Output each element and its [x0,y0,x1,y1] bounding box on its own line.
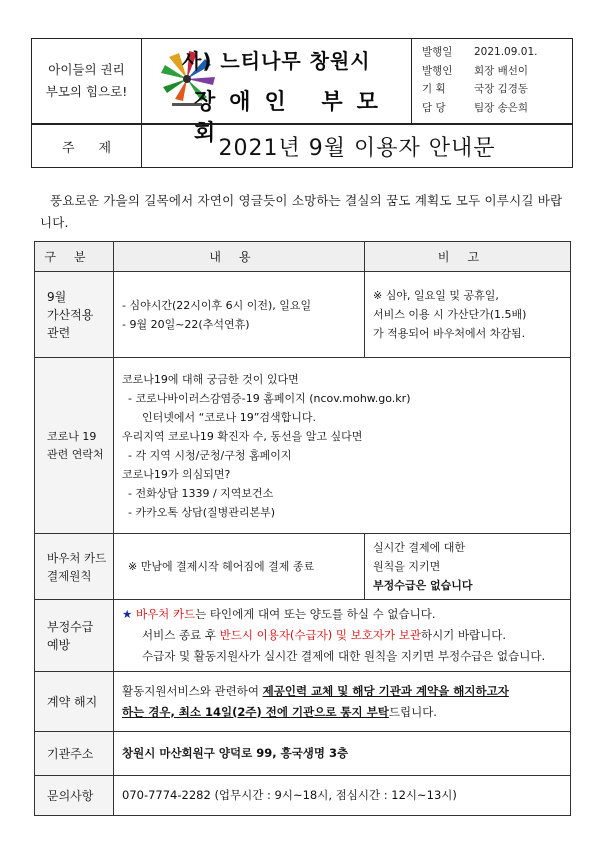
voucher-card-highlight: 바우처 카드 [135,607,196,621]
meta-key: 발행일 [422,46,453,58]
covid-line: - 코로나바이러스감염증-19 홈페이지 (ncov.mohw.go.kr) [128,391,411,405]
meta-row [422,62,572,81]
table-header-row [35,242,571,272]
star-icon: ★ [122,607,133,621]
voucher-note [365,534,571,600]
fraud-line-3: 수급자 및 활동지원사가 실시간 결제에 대한 원칙을 지키면 부정수급은 없습니다. [142,649,546,663]
contract-highlight: 하는 경우, 최소 14일(2주) 전에 기관으로 통지 부탁 [122,704,389,719]
document-title: 2021년 9월 이용자 안내문 [218,135,496,161]
surcharge-note-line: ※ 심야, 일요일 및 공휴일, [373,289,499,302]
meta-value: 회장 배선이 [474,64,529,77]
surcharge-line: - 9월 20일~22(추석연휴) [122,317,250,331]
meta-value: 국장 김경동 [474,83,529,95]
slogan-line-2: 부모의 힘으로! [45,84,128,99]
row-label-voucher: 바우처 카드 결제원칙 [35,534,114,600]
meta-key: 담 당 [422,101,446,114]
contact-value: 070-7774-2282 (업무시간 : 9시~18시, 점심시간 : 12시~13시) [114,776,571,816]
table-row-fraud [35,600,571,672]
header-content: 내용 [114,242,365,272]
meta-row [422,99,572,118]
covid-line: 인터넷에서 “코로나 19”검색합니다. [142,410,317,424]
covid-line: - 카카오톡 상담(질병관리본부) [128,505,276,519]
covid-line: 코로나19에 대해 궁금한 것이 있다면 [122,372,299,386]
covid-line: 코로나19가 의심되면? [122,467,231,481]
fraud-text: 는 타인에게 대여 또는 양도를 하실 수 없습니다. [195,607,436,621]
voucher-note-line: 부정수급은 없습니다 [373,579,473,592]
row-label-contract: 계약 해지 [35,672,114,732]
header-note: 비고 [365,242,571,272]
covid-content [114,358,571,534]
row-label-contact: 문의사항 [35,776,114,816]
table-row-covid [35,358,571,534]
contract-highlight: 제공인력 교체 및 해당 기관과 계약을 해지하고자 [262,683,509,698]
address-value: 창원시 마산회원구 양덕로 99, 흥국생명 3층 [114,732,571,776]
contract-text: 드립니다. [388,704,437,719]
table-row-address [35,732,571,776]
header-category: 구분 [35,242,114,272]
slogan [32,39,142,123]
meta-row [422,80,572,99]
meta-key: 발행인 [422,64,453,77]
covid-line: - 각 지역 시청/군청/구청 홈페이지 [128,448,292,462]
fraud-line-2 [122,625,562,646]
publication-meta [412,39,572,123]
meta-value: 2021.09.01. [474,46,538,58]
meta-key: 기 획 [422,83,446,95]
fraud-text: 서비스 종료 후 [142,628,220,642]
row-label-address: 기관주소 [35,732,114,776]
fraud-line-1 [122,604,562,625]
contract-content [114,672,571,732]
fraud-text: 하시기 바랍니다. [420,628,507,642]
org-name: 사) 느티나무 창원시 [182,49,371,73]
voucher-note-line: 실시간 결제에 대한 [373,541,466,554]
intro-paragraph: 풍요로운 가을의 길목에서 자연이 영글듯이 소망하는 결실의 꿈도 계획도 모두 이루시길 바랍니다. [40,193,563,230]
table-row-contract [35,672,571,732]
voucher-note-line: 원칙을 지키면 [373,560,441,573]
org-subtitle: 장애인 부모회 [194,90,392,146]
table-row-contact [35,776,571,816]
org-title-block [142,39,412,146]
surcharge-content [114,272,365,358]
slogan-line-1: 아이들의 권리 [48,62,125,77]
contract-text: 활동지원서비스와 관련하여 [122,683,263,698]
fraud-content [114,600,571,672]
document-header [31,38,573,146]
surcharge-note-line: 가 적용되어 바우처에서 차감됨. [373,327,526,340]
subject-row [31,124,573,168]
surcharge-note [365,272,571,358]
keep-card-highlight: 반드시 이용자(수급자) 및 보호자가 보관 [219,628,421,642]
meta-value: 팀장 송은희 [474,101,529,114]
contract-line-2 [122,702,562,723]
contract-line-1 [122,681,562,702]
surcharge-line: - 심야시간(22시이후 6시 이전), 일요일 [122,298,312,312]
row-label-covid: 코로나 19 관련 연락처 [35,358,114,534]
notice-table [34,241,571,816]
table-row-surcharge [35,272,571,358]
voucher-content: ※ 만남에 결제시작 헤어짐에 결제 종료 [114,534,365,600]
surcharge-note-line: 서비스 이용 시 가산단가(1.5배) [373,308,527,321]
row-label-fraud: 부정수급 예방 [35,600,114,672]
table-row-voucher [35,534,571,600]
meta-row [422,43,572,62]
covid-line: - 전화상담 1339 / 지역보건소 [128,486,274,500]
covid-line: 우리지역 코로나19 확진자 수, 동선을 알고 싶다면 [122,429,363,443]
row-label-surcharge: 9월 가산적용 관련 [35,272,114,358]
subject-label: 주제 [32,125,142,167]
